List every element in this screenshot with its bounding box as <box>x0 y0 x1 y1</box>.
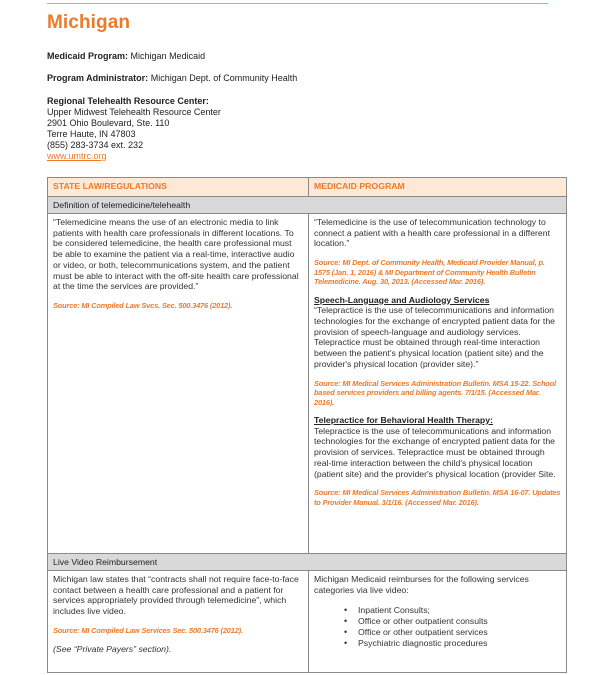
section-row <box>48 554 567 571</box>
list-item <box>344 616 561 627</box>
subsection-heading: Telepractice for Behavioral Health Therapy: <box>314 415 493 426</box>
state-law-text: Michigan law states that “contracts shall not require face-to-face contact between a health care professional and a patient for services appropriately provided through telemedicine”, which includes live video. <box>53 574 299 617</box>
list-item-text: Psychiatric diagnostic procedures <box>358 637 488 648</box>
medicaid-program-line <box>47 51 205 62</box>
subsection-heading: Speech-Language and Audiology Services <box>314 294 490 305</box>
medicaid-cell <box>309 571 567 673</box>
state-law-cell <box>48 571 309 673</box>
section-row <box>48 197 567 214</box>
state-law-cell <box>48 214 309 554</box>
medicaid-source: Source: MI Dept. of Community Health, Medicaid Provider Manual, p. 1575 (Jan. 1, 2016) & MI Department of Community Health Bulletin Telemedicine. Aug. 30, 2013. (Accessed Mar. 2016). <box>314 258 545 287</box>
medicaid-text: Michigan Medicaid reimburses for the following services categories via live video: <box>314 574 529 595</box>
list-item <box>344 605 561 616</box>
page-title: Michigan <box>47 12 131 33</box>
section-title-live-video: Live Video Reimbursement <box>48 554 567 571</box>
program-administrator-line <box>47 73 297 84</box>
column-header-medicaid: MEDICAID PROGRAM <box>309 178 567 197</box>
bullet-dot-icon: • <box>344 637 348 648</box>
policy-table <box>47 177 567 673</box>
bullet-dot-icon: • <box>344 605 348 616</box>
subsection-text: “Telepractice is the use of telecommunications and information technologies for the exchange of encrypted patient data for the provision of speech-language and audiology services. Telepractice must be obtained through real-time interaction between the patient's physical location (patient site) and the provider's physical location (provider site).” <box>314 305 556 369</box>
state-law-source: Source: MI Compiled Law Services Sec. 500.3476 (2012). <box>53 625 243 635</box>
medicaid-text: “Telemedicine is the use of telecommunication technology to connect a patient with a health care professional in a different location.” <box>314 217 551 249</box>
regional-center-label: Regional Telehealth Resource Center: <box>47 96 209 106</box>
regional-center-address: 2901 Ohio Boulevard, Ste. 110 <box>47 118 170 128</box>
program-administrator-label: Program Administrator: <box>47 73 149 83</box>
state-law-source: Source: MI Compiled Law Svcs. Sec. 500.3476 (2012). <box>53 300 233 310</box>
table-row <box>48 571 567 673</box>
list-item-text: Office or other outpatient services <box>358 627 488 637</box>
regional-center-city: Terre Haute, IN 47803 <box>47 129 136 139</box>
bullet-dot-icon: • <box>344 616 348 627</box>
state-law-text: “Telemedicine means the use of an electronic media to link patients with health care professionals in different locations. To be considered telemedicine, the health care professional must be able to examine the patient via a real-time, interactive audio or video, or both, telecommunications system, and the patient must be able to interact with the off-site health care professional at the time the services are provided.” <box>53 217 299 292</box>
table-row <box>48 214 567 554</box>
regional-center-name: Upper Midwest Telehealth Resource Center <box>47 107 221 117</box>
list-item <box>344 638 561 649</box>
medicaid-program-value: Michigan Medicaid <box>130 51 206 61</box>
list-item <box>344 627 561 638</box>
subsection-source: Source: MI Medical Services Administration Bulletin. MSA 16-07. Updates to Provider Manual. 3/1/16. (Accessed Mar. 2016). <box>314 488 561 507</box>
medicaid-program-label: Medicaid Program: <box>47 51 129 61</box>
medicaid-cell <box>309 214 567 554</box>
subsection-text: Telepractice is the use of telecommunications and information technologies for the exchange of encrypted patient data for the provision of services. Telepractice must be obtained through real-time interaction between the child's physical location (patient site) and the provider's physical location (provider Site. <box>314 425 556 479</box>
service-list <box>314 605 561 648</box>
regional-center-link[interactable]: www.umtrc.org <box>47 151 107 161</box>
list-item-text: Inpatient Consults; <box>358 605 430 616</box>
regional-center-block <box>47 96 221 162</box>
subsection-source: Source: MI Medical Services Administration Bulletin. MSA 15-22. School based services providers and billing agents. 7/1/15. (Accessed Mar. 2016). <box>314 378 556 407</box>
top-rule <box>47 3 548 4</box>
regional-center-phone: (855) 283-3734 ext. 232 <box>47 140 144 150</box>
program-administrator-value: Michigan Dept. of Community Health <box>150 73 298 83</box>
bullet-dot-icon: • <box>344 627 348 637</box>
column-header-state-law: STATE LAW/REGULATIONS <box>48 178 309 197</box>
table-header-row <box>48 178 567 197</box>
list-item-text: Office or other outpatient consults <box>358 616 488 627</box>
state-law-note: (See “Private Payers” section). <box>53 644 172 655</box>
section-title-definition: Definition of telemedicine/telehealth <box>48 197 567 214</box>
